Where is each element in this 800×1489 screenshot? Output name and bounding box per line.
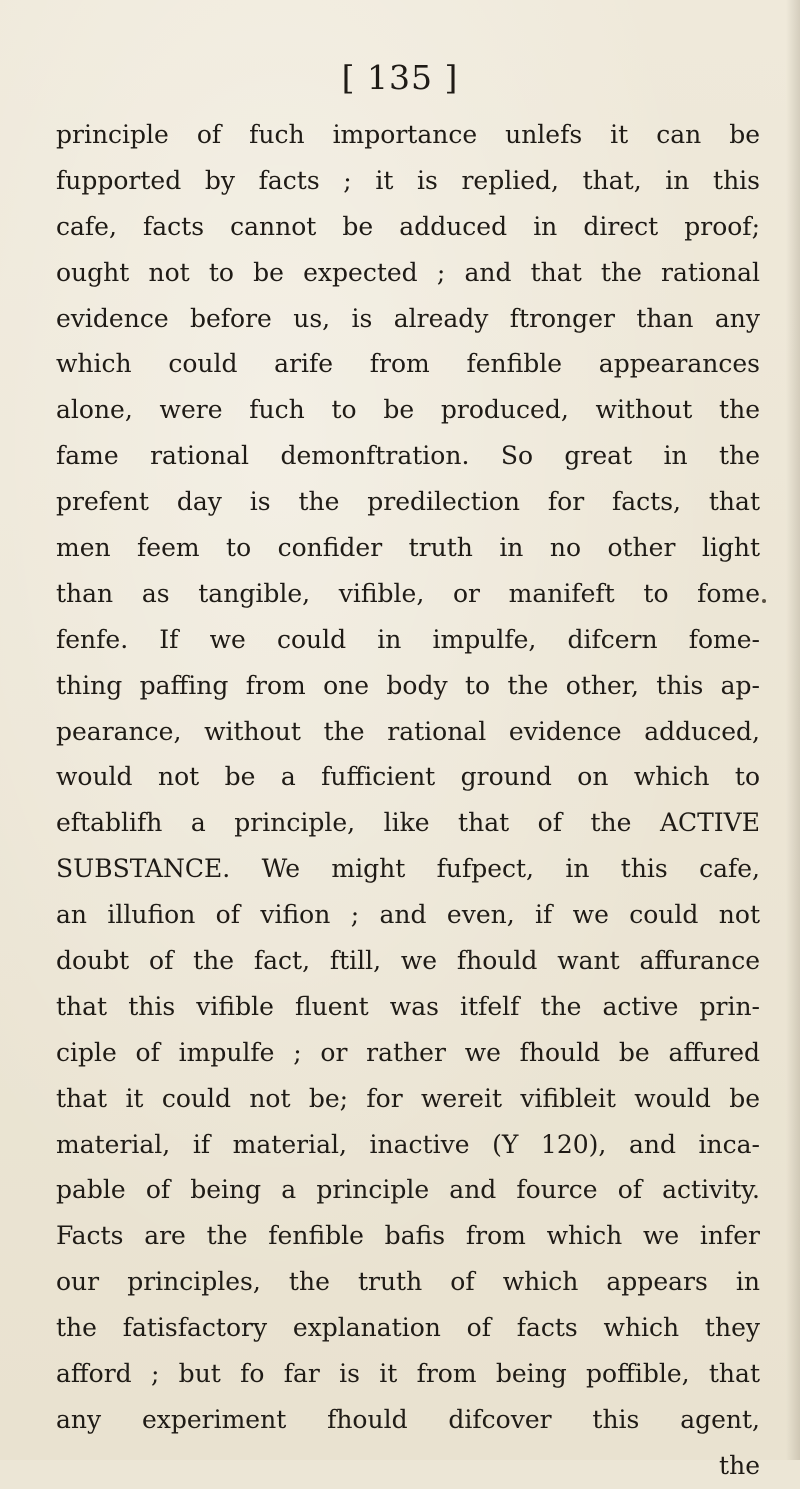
- text-line: principle of fuch importance unlefs it can be: [56, 120, 760, 149]
- text-line: fenfe. If we could in impulfe, difcern fome-: [56, 624, 760, 654]
- text-line: fame rational demonftration. So great in the: [56, 441, 760, 471]
- ink-speck: [762, 599, 766, 603]
- text-line: eftablifh a principle, like that of the ACTIVE: [56, 808, 760, 838]
- text-line: which could arife from fenfible appearances: [56, 349, 760, 379]
- text-line: pable of being a principle and fource of activity.: [56, 1175, 760, 1205]
- body-text: [56, 112, 760, 1489]
- text-line: SUBSTANCE. We might fufpect, in this cafe,: [56, 854, 760, 884]
- text-line: prefent day is the predilection for facts, that: [56, 487, 760, 517]
- page-edge-shadow: [786, 0, 800, 1460]
- text-line: an illufion of vifion ; and even, if we could not: [56, 900, 760, 930]
- text-line: doubt of the fact, ftill, we fhould want affurance: [56, 946, 760, 976]
- text-line: evidence before us, is already ftronger than any: [56, 303, 760, 333]
- catchword: the: [719, 1450, 760, 1480]
- text-line: fupported by facts ; it is replied, that, in this: [56, 165, 760, 195]
- text-line: men feem to confider truth in no other light: [56, 533, 760, 563]
- text-line: would not be a fufficient ground on which to: [56, 762, 760, 792]
- text-line: the fatisfactory explanation of facts which they: [56, 1313, 760, 1343]
- text-line: any experiment fhould difcover this agent,: [56, 1404, 760, 1434]
- text-line: alone, were fuch to be produced, without the: [56, 395, 760, 425]
- text-line: ought not to be expected ; and that the rational: [56, 257, 760, 287]
- text-line: Facts are the fenfible bafis from which we infer: [56, 1221, 760, 1251]
- text-line: ciple of impulfe ; or rather we fhould be affured: [56, 1037, 760, 1067]
- text-line: that it could not be; for wereit vifibleit would be: [56, 1083, 760, 1113]
- page-number-header: [ 135 ]: [341, 58, 459, 97]
- text-line: thing paffing from one body to the other, this ap-: [56, 670, 760, 700]
- text-line: our principles, the truth of which appears in: [56, 1267, 760, 1297]
- text-line: material, if material, inactive (Y 120), and inca-: [56, 1129, 760, 1159]
- text-line: than as tangible, vifible, or manifeft to fome: [56, 578, 760, 608]
- text-line: cafe, facts cannot be adduced in direct proof;: [56, 211, 760, 241]
- text-line: pearance, without the rational evidence adduced,: [56, 716, 760, 746]
- text-line: that this vifible fluent was itfelf the active prin-: [56, 991, 760, 1021]
- text-line: afford ; but fo far is it from being poffible, that: [56, 1359, 760, 1389]
